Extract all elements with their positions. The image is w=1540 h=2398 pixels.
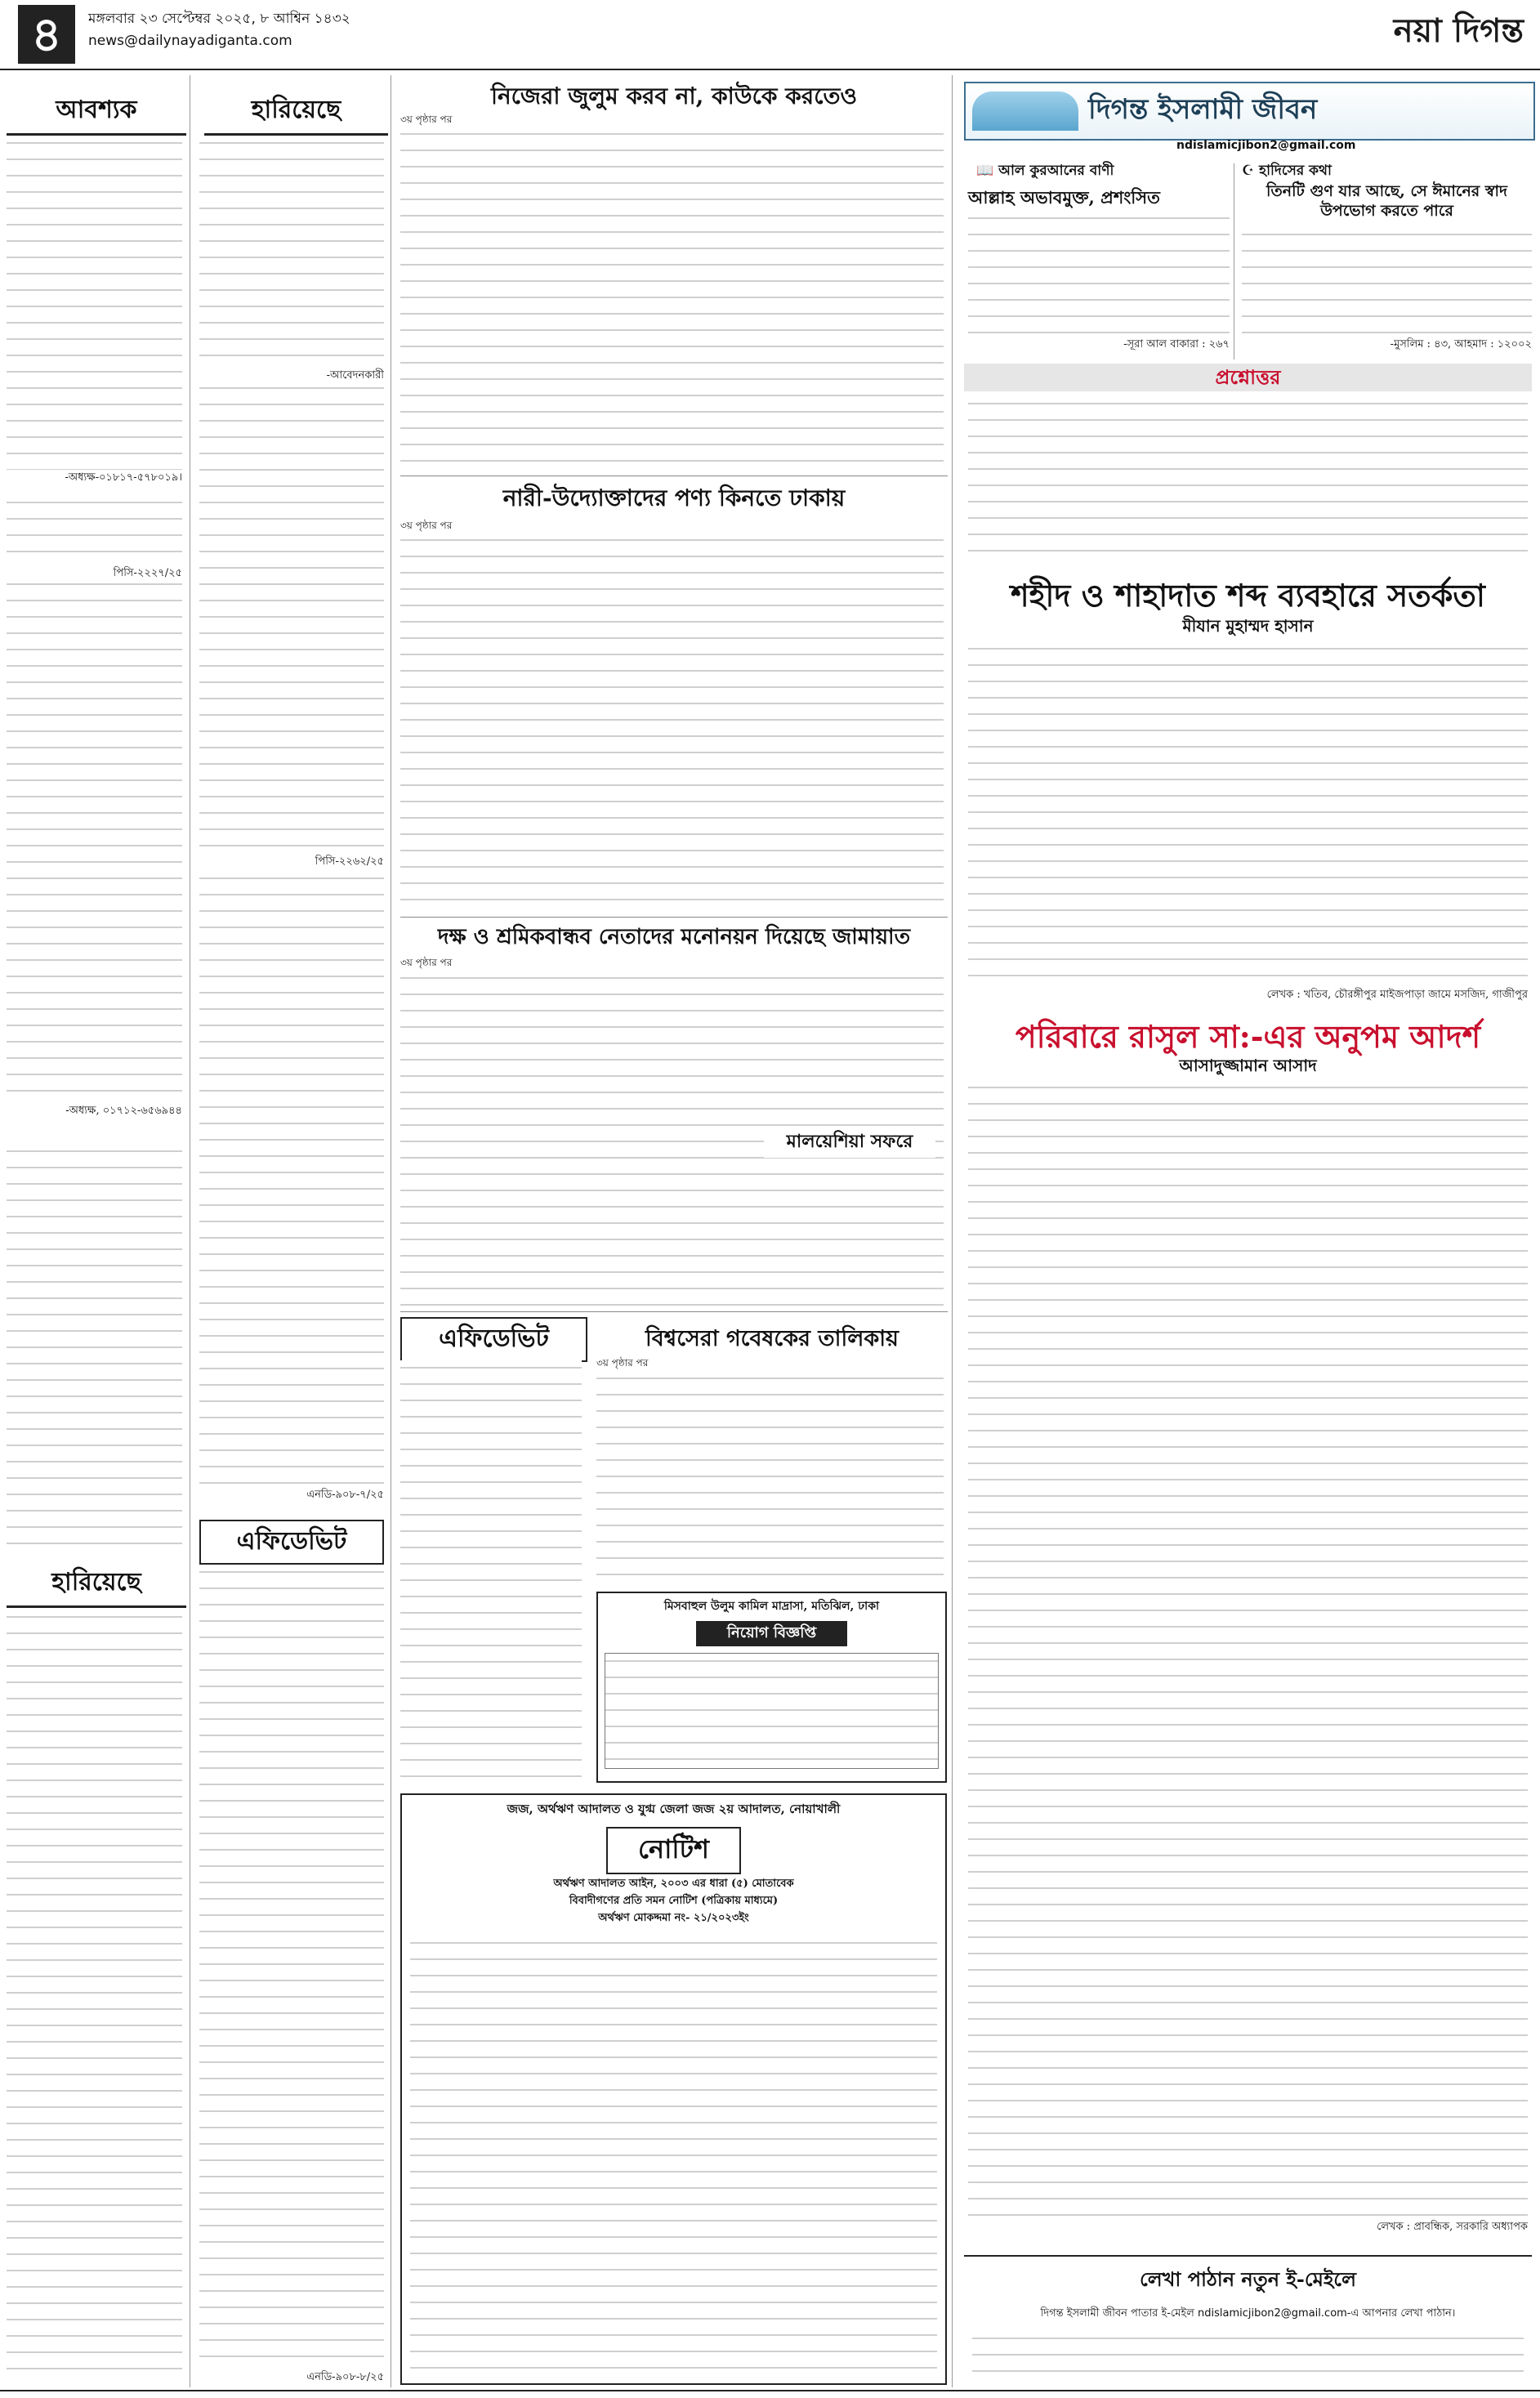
notice-sub-3: অর্থঋণ মোকদ্দমা নং- ২১/২০২৩ইং xyxy=(598,1912,749,1924)
newspaper-logo xyxy=(1394,5,1524,60)
article-right-2-text xyxy=(968,1080,1528,2216)
lost-sign-3: এনডি-৯০৮-৭/২৫ xyxy=(199,1487,384,1504)
affidavit-heading-center: এফিডেভিট xyxy=(400,1317,587,1362)
quran-title: আল্লাহ অভাবমুক্ত, প্রশংসিত xyxy=(968,187,1160,208)
hadith-icon: ☪ xyxy=(1242,163,1260,179)
email-line[interactable]: news@dailynayadiganta.com xyxy=(88,33,292,49)
continued-label-1: ৩য় পৃষ্ঠার পর xyxy=(400,114,453,125)
islamic-banner xyxy=(964,82,1535,141)
notice-sub-2: বিবাদীগণের প্রতি সমন নোটিশ (পত্রিকায় মাধ্যমে) xyxy=(569,1895,779,1907)
hadith-text xyxy=(1242,227,1532,333)
madrasa-notice-label: নিয়োগ বিজ্ঞপ্তি xyxy=(696,1621,847,1646)
footer-box xyxy=(964,2255,1532,2387)
headline-2: নারী-উদ্যোক্তাদের পণ্য কিনতে ঢাকায় xyxy=(502,485,846,511)
affidavit-heading-left: এফিডেভিট xyxy=(199,1520,384,1565)
rule-c3 xyxy=(400,1311,948,1312)
headline-3: দক্ষ ও শ্রমিকবান্ধব নেতাদের মনোনয়ন দিয়েছে জামায়াত xyxy=(437,925,911,949)
quran-ref: -সূরা আল বাকারা : ২৬৭ xyxy=(1123,338,1230,351)
notice-title: নোটিশ xyxy=(606,1827,741,1874)
lost-sign-2: পিসি-২২৬২/২৫ xyxy=(199,854,384,871)
lost-heading: হারিয়েছে xyxy=(204,88,388,136)
logo-text: নয়া দিগন্ত xyxy=(1393,12,1524,50)
wanted-heading: আবশ্যক xyxy=(7,88,186,136)
quran-text xyxy=(968,211,1230,333)
article-5-text xyxy=(596,1371,944,1585)
col-divider-3 xyxy=(952,75,953,2387)
court-notice-box xyxy=(400,1793,947,2385)
wanted-sign-1: -অধ্যক্ষ-০১৮১৭-৫৭৮০১৯। xyxy=(7,470,182,487)
headline-5: বিশ্বসেরা গবেষকের তালিকায় xyxy=(645,1326,899,1351)
madrasa-notice-box xyxy=(596,1592,947,1783)
article-right-2-author: আসাদুজ্জামান আসাদ xyxy=(1179,1056,1317,1075)
article-right-1-author: মীযান মুহাম্মদ হাসান xyxy=(1182,616,1314,636)
lost-sign-1: -আবেদনকারী xyxy=(199,368,384,385)
notice-sub-1: অর্থঋণ আদালত আইন, ২০০৩ এর ধারা (৫) মোতাবেক xyxy=(553,1878,794,1890)
affidavit-center-text xyxy=(400,1360,582,1785)
hadith-label xyxy=(1242,160,1332,183)
headline-1: নিজেরা জুলুম করব না, কাউকে করতেও xyxy=(490,83,858,109)
rule-c2 xyxy=(400,917,948,918)
hadith-title: তিনটি গুণ যার আছে, সে ঈমানের স্বাদ উপভোগ করতে পারে xyxy=(1266,182,1507,220)
wanted-ads-text xyxy=(7,136,182,1108)
banner-title: দিগন্ত ইসলামী জীবন xyxy=(1088,93,1318,126)
madrasa-name: মিসবাহুল উলুম কামিল মাদ্রাসা, মতিঝিল, ঢাকা xyxy=(663,1600,880,1613)
wanted-sign-2: পিসি-২২২৭/২৫ xyxy=(7,565,182,583)
hadith-ref: -মুসলিম : ৪৩, আহমাদ : ১২০০২ xyxy=(1390,338,1532,351)
quran-book-icon: 📖 xyxy=(976,163,999,179)
qa-text xyxy=(968,396,1528,560)
madrasa-notice-table xyxy=(605,1653,939,1769)
headline-4: মালয়েশিয়া সফরে xyxy=(764,1128,935,1158)
date-line: মঙ্গলবার ২৩ সেপ্টেম্বর ২০২৫, ৮ আশ্বিন ১৪৩২ xyxy=(88,11,350,27)
quran-label-text: আল কুরআনের বাণী xyxy=(998,163,1114,179)
court-notice-text xyxy=(410,1936,937,2377)
article-right-1-text xyxy=(968,641,1528,985)
footer-more-text xyxy=(972,2331,1524,2380)
article-2-text xyxy=(400,533,944,913)
page-number: ৪ xyxy=(18,5,75,64)
lost-sign-4: এনডি-৯০৮-৮/২৫ xyxy=(199,2369,384,2387)
lost-ads-left-text xyxy=(7,1610,182,2382)
article-right-2-title: পরিবারে রাসুল সা:-এর অনুপম আদর্শ xyxy=(1015,1018,1481,1055)
header-rule xyxy=(0,69,1540,70)
banner-email[interactable]: ndislamicjibon2@gmail.com xyxy=(1176,139,1356,152)
footer-title: লেখা পাঠান নতুন ই-মেইলে xyxy=(1140,2267,1356,2291)
continued-label-2: ৩য় পৃষ্ঠার পর xyxy=(400,520,453,531)
quran-label xyxy=(976,160,1114,183)
footer-text: দিগন্ত ইসলামী জীবন পাতার ই-মেইল ndislamicjibon2@gmail.com-এ আপনার লেখা পাঠান। xyxy=(1040,2307,1456,2320)
court-header: জজ, অর্থঋণ আদালত ও যুগ্ম জেলা জজ ২য় আদালত, নোয়াখালী xyxy=(507,1802,841,1816)
bottom-rule xyxy=(0,2390,1540,2391)
article-1-text xyxy=(400,127,944,470)
article-right-1-writer: লেখক : খতিব, চৌরঙ্গীপুর মাইজপাড়া জামে মসজিদ, গাজীপুর xyxy=(1266,989,1528,1001)
continued-label-3: ৩য় পৃষ্ঠার পর xyxy=(400,957,453,968)
affidavit-left-text xyxy=(199,1565,384,2369)
qa-heading: প্রশ্নোত্তর xyxy=(964,364,1532,391)
article-right-1-title: শহীদ ও শাহাদাত শব্দ ব্যবহারে সতর্কতা xyxy=(1011,577,1485,614)
mosque-icon xyxy=(972,92,1078,131)
wanted-sign-3: -অধ্যক্ষ, ০১৭১২-৬৫৬৯৪৪ xyxy=(7,1103,182,1120)
continued-label-5: ৩য় পৃষ্ঠার পর xyxy=(596,1357,649,1369)
wanted-ads-text-2 xyxy=(7,1144,182,1552)
article-right-2-writer: লেখক : প্রাবন্ধিক, সরকারি অধ্যাপক xyxy=(1377,2221,1528,2233)
lost-heading-left: হারিয়েছে xyxy=(7,1561,186,1608)
lost-ads-text xyxy=(199,136,384,1500)
hadith-label-text: হাদিসের কথা xyxy=(1259,163,1332,179)
